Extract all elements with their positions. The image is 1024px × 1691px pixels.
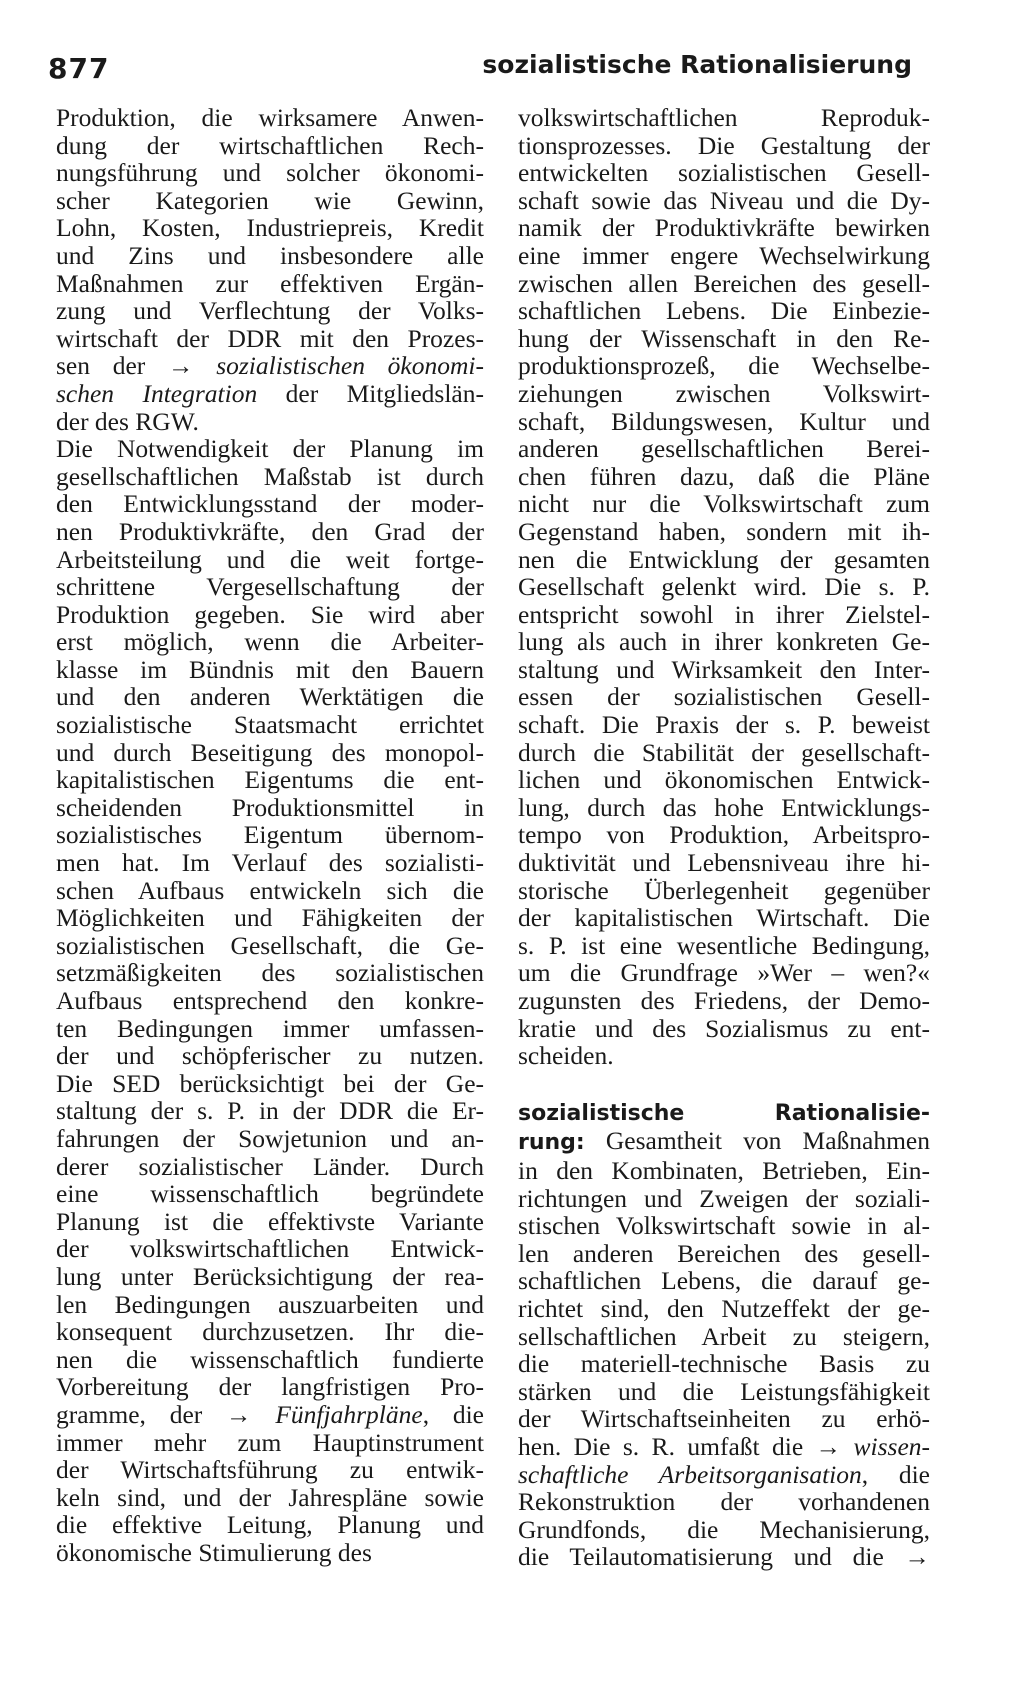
entry-first-line	[518, 1127, 930, 1157]
text-line: len anderen Bereichen des gesell-	[518, 1238, 930, 1268]
text-line: die effektive Leitung, Planung und	[56, 1510, 484, 1540]
text-line: gesellschaftlichen Maßstab ist durch	[56, 461, 484, 491]
text-line: staltung der s. P. in der DDR die Er-	[56, 1096, 484, 1126]
text-line: schen Integration der Mitgliedslän-	[56, 378, 484, 408]
text-line: Lohn, Kosten, Industriepreis, Kredit	[56, 213, 484, 243]
text-line: volkswirtschaftlichen Reproduk-	[518, 103, 930, 132]
text-line: konsequent durchzusetzen. Ihr die-	[56, 1317, 484, 1347]
text-line: ten Bedingungen immer umfassen-	[56, 1013, 484, 1043]
text-line: schaft, Bildungswesen, Kultur und	[518, 406, 930, 436]
text-line: keln sind, und der Jahrespläne sowie	[56, 1482, 484, 1512]
text-line: Aufbaus entsprechend den konkre-	[56, 986, 484, 1015]
page-number: 877	[48, 52, 110, 85]
text-line: schaftlichen Lebens. Die Einbezie-	[518, 296, 930, 326]
text-line: sozialistische Staatsmacht errichtet	[56, 710, 484, 740]
text-line: chen führen dazu, daß die Pläne	[518, 461, 930, 491]
text-line: klasse im Bündnis mit den Bauern	[56, 654, 484, 684]
text-line: Maßnahmen zur effektiven Ergän-	[56, 268, 484, 298]
text-line: schaft sowie das Niveau und die Dy-	[518, 185, 930, 215]
text-line: essen der sozialistischen Gesell-	[518, 682, 930, 712]
text-line: um die Grundfrage »Wer – wen?«	[518, 958, 930, 988]
text-line: nicht nur die Volkswirtschaft zum	[518, 489, 930, 519]
text-line: eine wissenschaftlich begründete	[56, 1179, 484, 1209]
text-line: und Zins und insbesondere alle	[56, 240, 484, 270]
text-line: eine immer engere Wechselwirkung	[518, 240, 930, 270]
text-line: lung, durch das hohe Entwicklungs-	[518, 792, 930, 822]
text-line: Produktion, die wirksamere Anwen-	[56, 103, 484, 132]
text-line: schen Aufbaus entwickeln sich die	[56, 875, 484, 905]
text-line: duktivität und Lebensniveau ihre hi-	[518, 848, 930, 878]
text-line: Gesellschaft gelenkt wird. Die s. P.	[518, 572, 930, 602]
text-line: schrittene Vergesellschaftung der	[56, 572, 484, 602]
text-line: und durch Beseitigung des monopol-	[56, 737, 484, 767]
text-line: hen. Die s. R. umfaßt die → wissen-	[518, 1431, 930, 1461]
text-line: Die Notwendigkeit der Planung im	[56, 434, 484, 464]
text-line: zung und Verflechtung der Volks-	[56, 296, 484, 326]
entry-separator	[518, 1070, 930, 1100]
text-line: anderen gesellschaftlichen Berei-	[518, 434, 930, 464]
text-line: len Bedingungen auszuarbeiten und	[56, 1289, 484, 1319]
text-line: nungsführung und solcher ökonomi-	[56, 158, 484, 188]
right-column	[518, 104, 930, 1571]
text-line: scher Kategorien wie Gewinn,	[56, 185, 484, 215]
text-line: ziehungen zwischen Volkswirt-	[518, 378, 930, 408]
text-line: der volkswirtschaftlichen Entwick-	[56, 1234, 484, 1264]
text-line: der kapitalistischen Wirtschaft. Die	[518, 903, 930, 933]
text-line: hung der Wissenschaft in den Re-	[518, 323, 930, 353]
text-line: s. P. ist eine wesentliche Bedingung,	[518, 930, 930, 960]
text-line: sen der → sozialistischen ökonomi-	[56, 351, 484, 381]
text-line: wirtschaft der DDR mit den Prozes-	[56, 323, 484, 353]
text-line: richtet sind, den Nutzeffekt der ge-	[518, 1293, 930, 1323]
text-line: schaftlichen Lebens, die darauf ge-	[518, 1266, 930, 1296]
left-column	[56, 104, 484, 1566]
text-line: durch die Stabilität der gesellschaft-	[518, 737, 930, 767]
text-line: Arbeitsteilung und die weit fortge-	[56, 544, 484, 574]
text-line: kratie und des Sozialismus zu ent-	[518, 1013, 930, 1043]
text-line: kapitalistischen Eigentums die ent-	[56, 765, 484, 795]
text-line: Gegenstand haben, sondern mit ih-	[518, 516, 930, 546]
text-line: erst möglich, wenn die Arbeiter-	[56, 627, 484, 657]
text-line: Rekonstruktion der vorhandenen	[518, 1487, 930, 1517]
text-line: gramme, der → Fünfjahrpläne, die	[56, 1399, 485, 1429]
text-line: nen Produktivkräfte, den Grad der	[56, 516, 484, 546]
text-line: der und schöpferischer zu nutzen.	[56, 1041, 484, 1071]
text-line: Vorbereitung der langfristigen Pro-	[56, 1372, 484, 1402]
text-line: Planung ist die effektivste Variante	[56, 1206, 484, 1236]
text-line: entspricht sowohl in ihrer Zielstel-	[518, 599, 930, 629]
text-line: nen die Entwicklung der gesamten	[518, 544, 930, 574]
text-line: fahrungen der Sowjetunion und an-	[56, 1123, 484, 1153]
entry-definition	[518, 1157, 930, 1571]
text-line: ökonomische Stimulierung des	[56, 1537, 372, 1567]
text-line: namik der Produktivkräfte bewirken	[518, 213, 930, 243]
running-head: sozialistische Rationalisierung	[482, 50, 912, 79]
text-line: nen die wissenschaftlich fundierte	[56, 1344, 484, 1374]
text-line: tempo von Produktion, Arbeitspro-	[518, 820, 930, 850]
dictionary-entry	[518, 1100, 930, 1571]
text-line: den Entwicklungsstand der moder-	[56, 489, 484, 519]
text-line: stärken und die Leistungsfähigkeit	[518, 1376, 930, 1406]
text-line: lichen und ökonomischen Entwick-	[518, 765, 930, 795]
text-line: sozialistischen Gesellschaft, die Ge-	[56, 930, 484, 960]
text-line: lung unter Berücksichtigung der rea-	[56, 1261, 484, 1291]
text-line: scheidenden Produktionsmittel in	[56, 792, 484, 822]
text-line: staltung und Wirksamkeit den Inter-	[518, 654, 930, 684]
text-line: in den Kombinaten, Betrieben, Ein-	[518, 1155, 930, 1185]
text-line: die Teilautomatisierung und die →	[518, 1542, 930, 1572]
right-column-text	[518, 104, 930, 1070]
text-line: scheiden.	[518, 1041, 614, 1071]
text-line: Möglichkeiten und Fähigkeiten der	[56, 903, 484, 933]
text-line: men hat. Im Verlauf des sozialisti-	[56, 848, 484, 878]
text-line: Die SED berücksichtigt bei der Ge-	[56, 1068, 484, 1098]
text-line: immer mehr zum Hauptinstrument	[56, 1427, 484, 1457]
text-line: der Wirtschaftseinheiten zu erhö-	[518, 1404, 930, 1434]
text-line: entwickelten sozialistischen Gesell-	[518, 158, 930, 188]
text-line: der des RGW.	[56, 406, 199, 436]
text-line: storische Überlegenheit gegenüber	[518, 875, 930, 905]
text-line: schaftliche Arbeitsorganisation, die	[518, 1459, 931, 1489]
text-line: schaft. Die Praxis der s. P. beweist	[518, 710, 930, 740]
text-line: zwischen allen Bereichen des gesell-	[518, 268, 930, 298]
entry-definition-start: Gesamtheit von Maßnahmen	[605, 1126, 930, 1156]
text-line: die materiell-technische Basis zu	[518, 1349, 930, 1379]
text-line: sellschaftlichen Arbeit zu steigern,	[518, 1321, 930, 1351]
text-line: setzmäßigkeiten des sozialistischen	[56, 958, 484, 988]
text-line: derer sozialistischer Länder. Durch	[56, 1151, 484, 1181]
text-line: der Wirtschaftsführung zu entwik-	[56, 1455, 484, 1485]
text-line: produktionsprozeß, die Wechselbe-	[518, 351, 930, 381]
entry-term-end: rung:	[518, 1130, 585, 1156]
text-line: richtungen und Zweigen der soziali-	[518, 1183, 930, 1213]
text-line: Produktion gegeben. Sie wird aber	[56, 599, 484, 629]
text-line: lung als auch in ihrer konkreten Ge-	[518, 627, 930, 657]
text-line: stischen Volkswirtschaft sowie in al-	[518, 1211, 930, 1241]
entry-term: sozialistische Rationalisie-	[518, 1100, 930, 1126]
text-line: sozialistisches Eigentum übernom-	[56, 820, 484, 850]
text-line: und den anderen Werktätigen die	[56, 682, 484, 712]
text-line: tionsprozesses. Die Gestaltung der	[518, 130, 930, 160]
text-line: Grundfonds, die Mechanisierung,	[518, 1514, 930, 1544]
text-line: dung der wirtschaftlichen Rech-	[56, 130, 484, 160]
text-line: zugunsten des Friedens, der Demo-	[518, 986, 930, 1015]
